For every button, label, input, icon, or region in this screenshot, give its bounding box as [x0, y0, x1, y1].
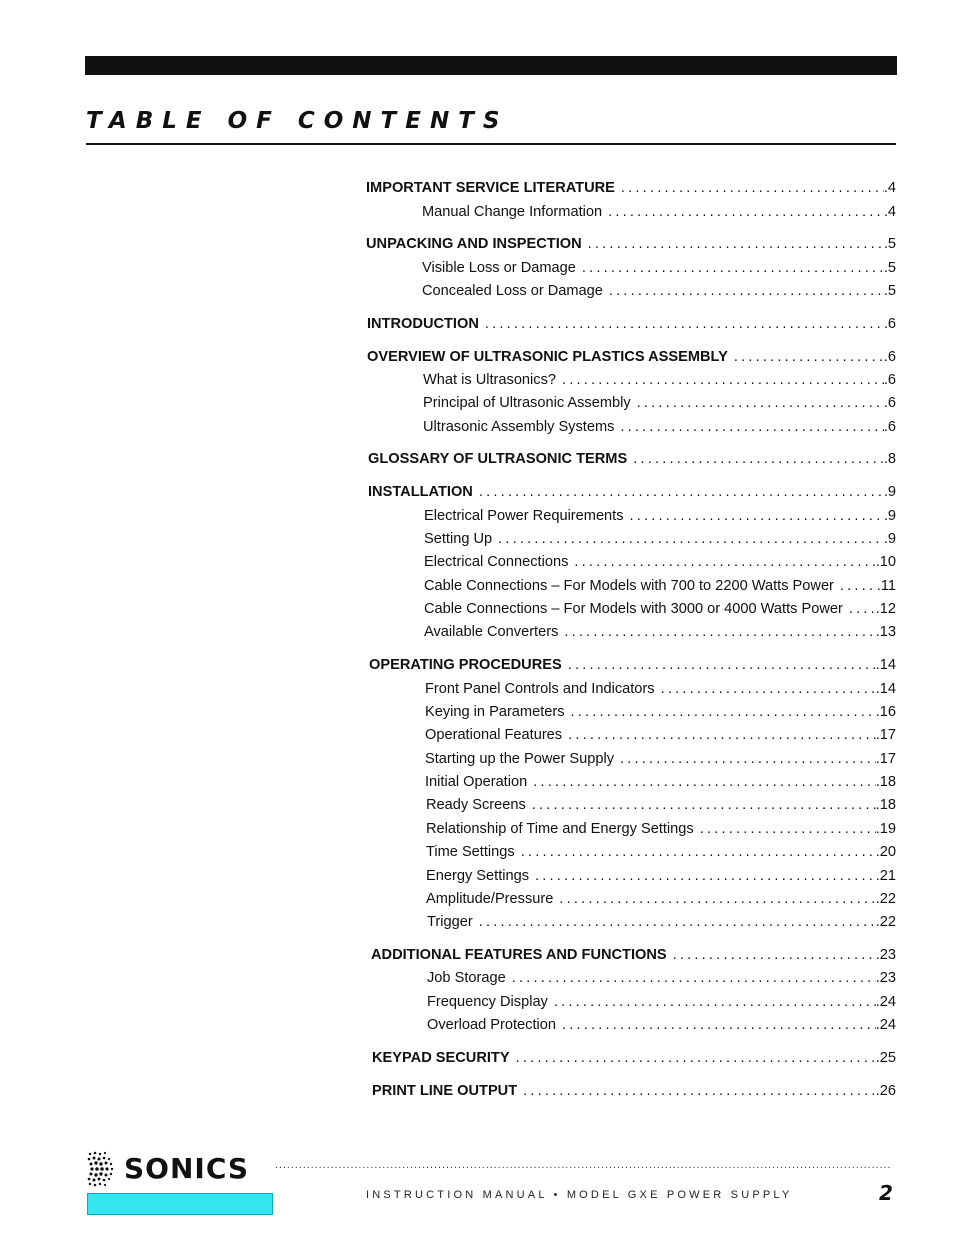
- toc-entry-label: GLOSSARY OF ULTRASONIC TERMS: [368, 451, 628, 467]
- toc-subsection[interactable]: [422, 258, 896, 278]
- toc-entry-page: .9: [883, 531, 896, 547]
- toc-dot-leader: [621, 178, 884, 198]
- toc-entry-label: Trigger: [427, 914, 473, 930]
- toc-dot-leader: [574, 552, 875, 572]
- toc-subsection[interactable]: [426, 866, 896, 886]
- toc-entry-page: .8: [883, 451, 896, 467]
- toc-entry-label: Time Settings: [426, 844, 515, 860]
- toc-dot-leader: [673, 945, 876, 965]
- toc-dot-leader: [516, 1048, 876, 1068]
- toc-dot-leader: [559, 889, 875, 909]
- toc-entry-page: .5: [883, 260, 896, 276]
- toc-entry-page: .10: [875, 554, 896, 570]
- toc-section[interactable]: [366, 178, 896, 198]
- toc-subsection[interactable]: [424, 552, 896, 572]
- toc-entry-label: Starting up the Power Supply: [425, 751, 615, 767]
- toc-dot-leader: [633, 449, 884, 469]
- toc-dot-leader: [588, 234, 884, 254]
- logo-wordmark: SONICS: [124, 1152, 250, 1185]
- toc-dot-leader: [554, 992, 876, 1012]
- toc-subsection[interactable]: [424, 529, 896, 549]
- toc-entry-page: .19: [875, 821, 896, 837]
- toc-subsection[interactable]: [422, 202, 896, 222]
- toc-dot-leader: [840, 576, 877, 596]
- toc-dot-leader: [620, 749, 876, 769]
- toc-subsection[interactable]: [426, 795, 896, 815]
- toc-entry-page: .17: [875, 751, 896, 767]
- toc-entry-label: Cable Connections – For Models with 3000 or 4000 Watts Power: [424, 601, 843, 617]
- toc-dot-leader: [479, 912, 876, 932]
- toc-entry-page: .5: [883, 236, 896, 252]
- toc-entry-page: .20: [875, 844, 896, 860]
- toc-dot-leader: [535, 866, 876, 886]
- toc-subsection[interactable]: [424, 576, 896, 596]
- footer-accent-bar: [87, 1193, 273, 1215]
- toc-entry-page: .18: [875, 797, 896, 813]
- toc-entry-page: .11: [876, 578, 896, 594]
- toc-entry-page: .6: [883, 419, 896, 435]
- toc-dot-leader: [734, 347, 884, 367]
- toc-entry-label: What is Ultrasonics?: [423, 372, 557, 388]
- toc-dot-leader: [479, 482, 884, 502]
- toc-entry-page: .24: [875, 994, 896, 1010]
- toc-entry-label: Front Panel Controls and Indicators: [425, 681, 655, 697]
- toc-subsection[interactable]: [424, 622, 896, 642]
- toc-entry-page: .23: [875, 947, 896, 963]
- toc-dot-leader: [609, 281, 884, 301]
- toc-entry-label: Electrical Power Requirements: [424, 508, 624, 524]
- toc-dot-leader: [512, 968, 876, 988]
- toc-entry-page: .26: [875, 1083, 896, 1099]
- toc-entry-label: Available Converters: [424, 624, 559, 640]
- toc-entry-label: Visible Loss or Damage: [422, 260, 576, 276]
- toc-entry-page: .6: [883, 372, 896, 388]
- toc-entry-label: KEYPAD SECURITY: [372, 1050, 510, 1066]
- toc-entry-page: .16: [875, 704, 896, 720]
- toc-subsection[interactable]: [427, 992, 896, 1012]
- toc-subsection[interactable]: [427, 912, 896, 932]
- footer-caption: INSTRUCTION MANUAL • MODEL GXE POWER SUPPLY: [366, 1189, 793, 1201]
- toc-dot-leader: [564, 622, 875, 642]
- toc-entry-label: Energy Settings: [426, 868, 530, 884]
- toc-dot-leader: [562, 370, 884, 390]
- toc-section[interactable]: [368, 449, 896, 469]
- toc-entry-label: OVERVIEW OF ULTRASONIC PLASTICS ASSEMBLY: [367, 349, 728, 365]
- toc-entry-label: Concealed Loss or Damage: [422, 283, 603, 299]
- toc-entry-label: UNPACKING AND INSPECTION: [366, 236, 582, 252]
- sonics-logo: [86, 1150, 276, 1188]
- toc-entry-label: Setting Up: [424, 531, 493, 547]
- toc-entry-label: Job Storage: [427, 970, 506, 986]
- toc-entry-label: Initial Operation: [425, 774, 528, 790]
- toc-subsection[interactable]: [423, 393, 896, 413]
- toc-subsection[interactable]: [425, 702, 896, 722]
- toc-subsection[interactable]: [422, 281, 896, 301]
- toc-subsection[interactable]: [424, 599, 896, 619]
- toc-dot-leader: [630, 506, 884, 526]
- toc-dot-leader: [523, 1081, 876, 1101]
- toc-section[interactable]: [369, 655, 896, 675]
- toc-dot-leader: [582, 258, 884, 278]
- toc-section[interactable]: [371, 945, 896, 965]
- toc-section[interactable]: [367, 314, 896, 334]
- toc-subsection[interactable]: [427, 968, 896, 988]
- toc-entry-label: Manual Change Information: [422, 204, 603, 220]
- toc-entry-page: .21: [875, 868, 896, 884]
- toc-dot-leader: [498, 529, 884, 549]
- toc-entry-page: .22: [875, 891, 896, 907]
- toc-subsection[interactable]: [423, 370, 896, 390]
- toc-dot-leader: [700, 819, 876, 839]
- toc-subsection[interactable]: [423, 417, 896, 437]
- toc-dot-leader: [620, 417, 883, 437]
- toc-entry-label: IMPORTANT SERVICE LITERATURE: [366, 180, 615, 196]
- toc-subsection[interactable]: [427, 1015, 896, 1035]
- toc-subsection[interactable]: [425, 725, 896, 745]
- toc-entry-page: .6: [883, 395, 896, 411]
- toc-subsection[interactable]: [426, 842, 896, 862]
- toc-entry-label: PRINT LINE OUTPUT: [372, 1083, 518, 1099]
- logo-dots-icon: [86, 1150, 116, 1188]
- toc-entry-label: Principal of Ultrasonic Assembly: [423, 395, 631, 411]
- toc-entry-label: Operational Features: [425, 727, 563, 743]
- toc-entry-page: .23: [875, 970, 896, 986]
- toc-entry-label: Keying in Parameters: [425, 704, 565, 720]
- toc-entry-page: .9: [883, 508, 896, 524]
- toc-entry-label: INTRODUCTION: [367, 316, 479, 332]
- toc-section[interactable]: [372, 1081, 896, 1101]
- toc-dot-leader: [661, 679, 876, 699]
- toc-entry-page: .24: [875, 1017, 896, 1033]
- toc-entry-label: Ready Screens: [426, 797, 526, 813]
- toc-dot-leader: [568, 655, 876, 675]
- toc-entry-page: .4: [883, 180, 896, 196]
- toc-entry-label: Cable Connections – For Models with 700 to 2200 Watts Power: [424, 578, 834, 594]
- toc-entry-page: .13: [875, 624, 896, 640]
- toc-entry-page: .14: [875, 657, 896, 673]
- toc-section[interactable]: [372, 1048, 896, 1068]
- toc-entry-label: OPERATING PROCEDURES: [369, 657, 562, 673]
- footer-dotted-rule: [275, 1160, 891, 1174]
- toc-section[interactable]: [368, 482, 896, 502]
- toc-entry-label: Overload Protection: [427, 1017, 556, 1033]
- toc-dot-leader: [608, 202, 884, 222]
- toc-section[interactable]: [366, 234, 896, 254]
- toc-entry-label: ADDITIONAL FEATURES AND FUNCTIONS: [371, 947, 667, 963]
- toc-dot-leader: [571, 702, 876, 722]
- toc-subsection[interactable]: [425, 772, 896, 792]
- toc-entry-page: .4: [883, 204, 896, 220]
- toc-subsection[interactable]: [426, 889, 896, 909]
- toc-dot-leader: [533, 772, 875, 792]
- toc-entry-page: .22: [875, 914, 896, 930]
- toc-section[interactable]: [367, 347, 896, 367]
- toc-dot-leader: [562, 1015, 876, 1035]
- toc-subsection[interactable]: [425, 749, 896, 769]
- toc-entry-label: Electrical Connections: [424, 554, 569, 570]
- toc-entry-page: .6: [883, 349, 896, 365]
- toc-entry-label: INSTALLATION: [368, 484, 473, 500]
- toc-entry-label: Relationship of Time and Energy Settings: [426, 821, 694, 837]
- toc-subsection[interactable]: [424, 506, 896, 526]
- toc-entry-page: .6: [883, 316, 896, 332]
- toc-entry-page: .9: [883, 484, 896, 500]
- toc-dot-leader: [568, 725, 876, 745]
- toc-entry-label: Frequency Display: [427, 994, 548, 1010]
- toc-entry-page: .14: [875, 681, 896, 697]
- toc-dot-leader: [532, 795, 876, 815]
- toc-dot-leader: [637, 393, 884, 413]
- toc-subsection[interactable]: [425, 679, 896, 699]
- toc-entry-label: Amplitude/Pressure: [426, 891, 554, 907]
- toc-entry-page: .12: [875, 601, 896, 617]
- toc-entry-page: .18: [875, 774, 896, 790]
- page-number: 2: [879, 1181, 893, 1205]
- toc-entry-page: .25: [875, 1050, 896, 1066]
- page-title: TABLE OF CONTENTS: [86, 108, 509, 134]
- toc-subsection[interactable]: [426, 819, 896, 839]
- toc-entry-page: .5: [883, 283, 896, 299]
- toc-dot-leader: [485, 314, 884, 334]
- toc-entry-label: Ultrasonic Assembly Systems: [423, 419, 615, 435]
- toc-entry-page: .17: [875, 727, 896, 743]
- toc-dot-leader: [849, 599, 876, 619]
- toc-dot-leader: [521, 842, 876, 862]
